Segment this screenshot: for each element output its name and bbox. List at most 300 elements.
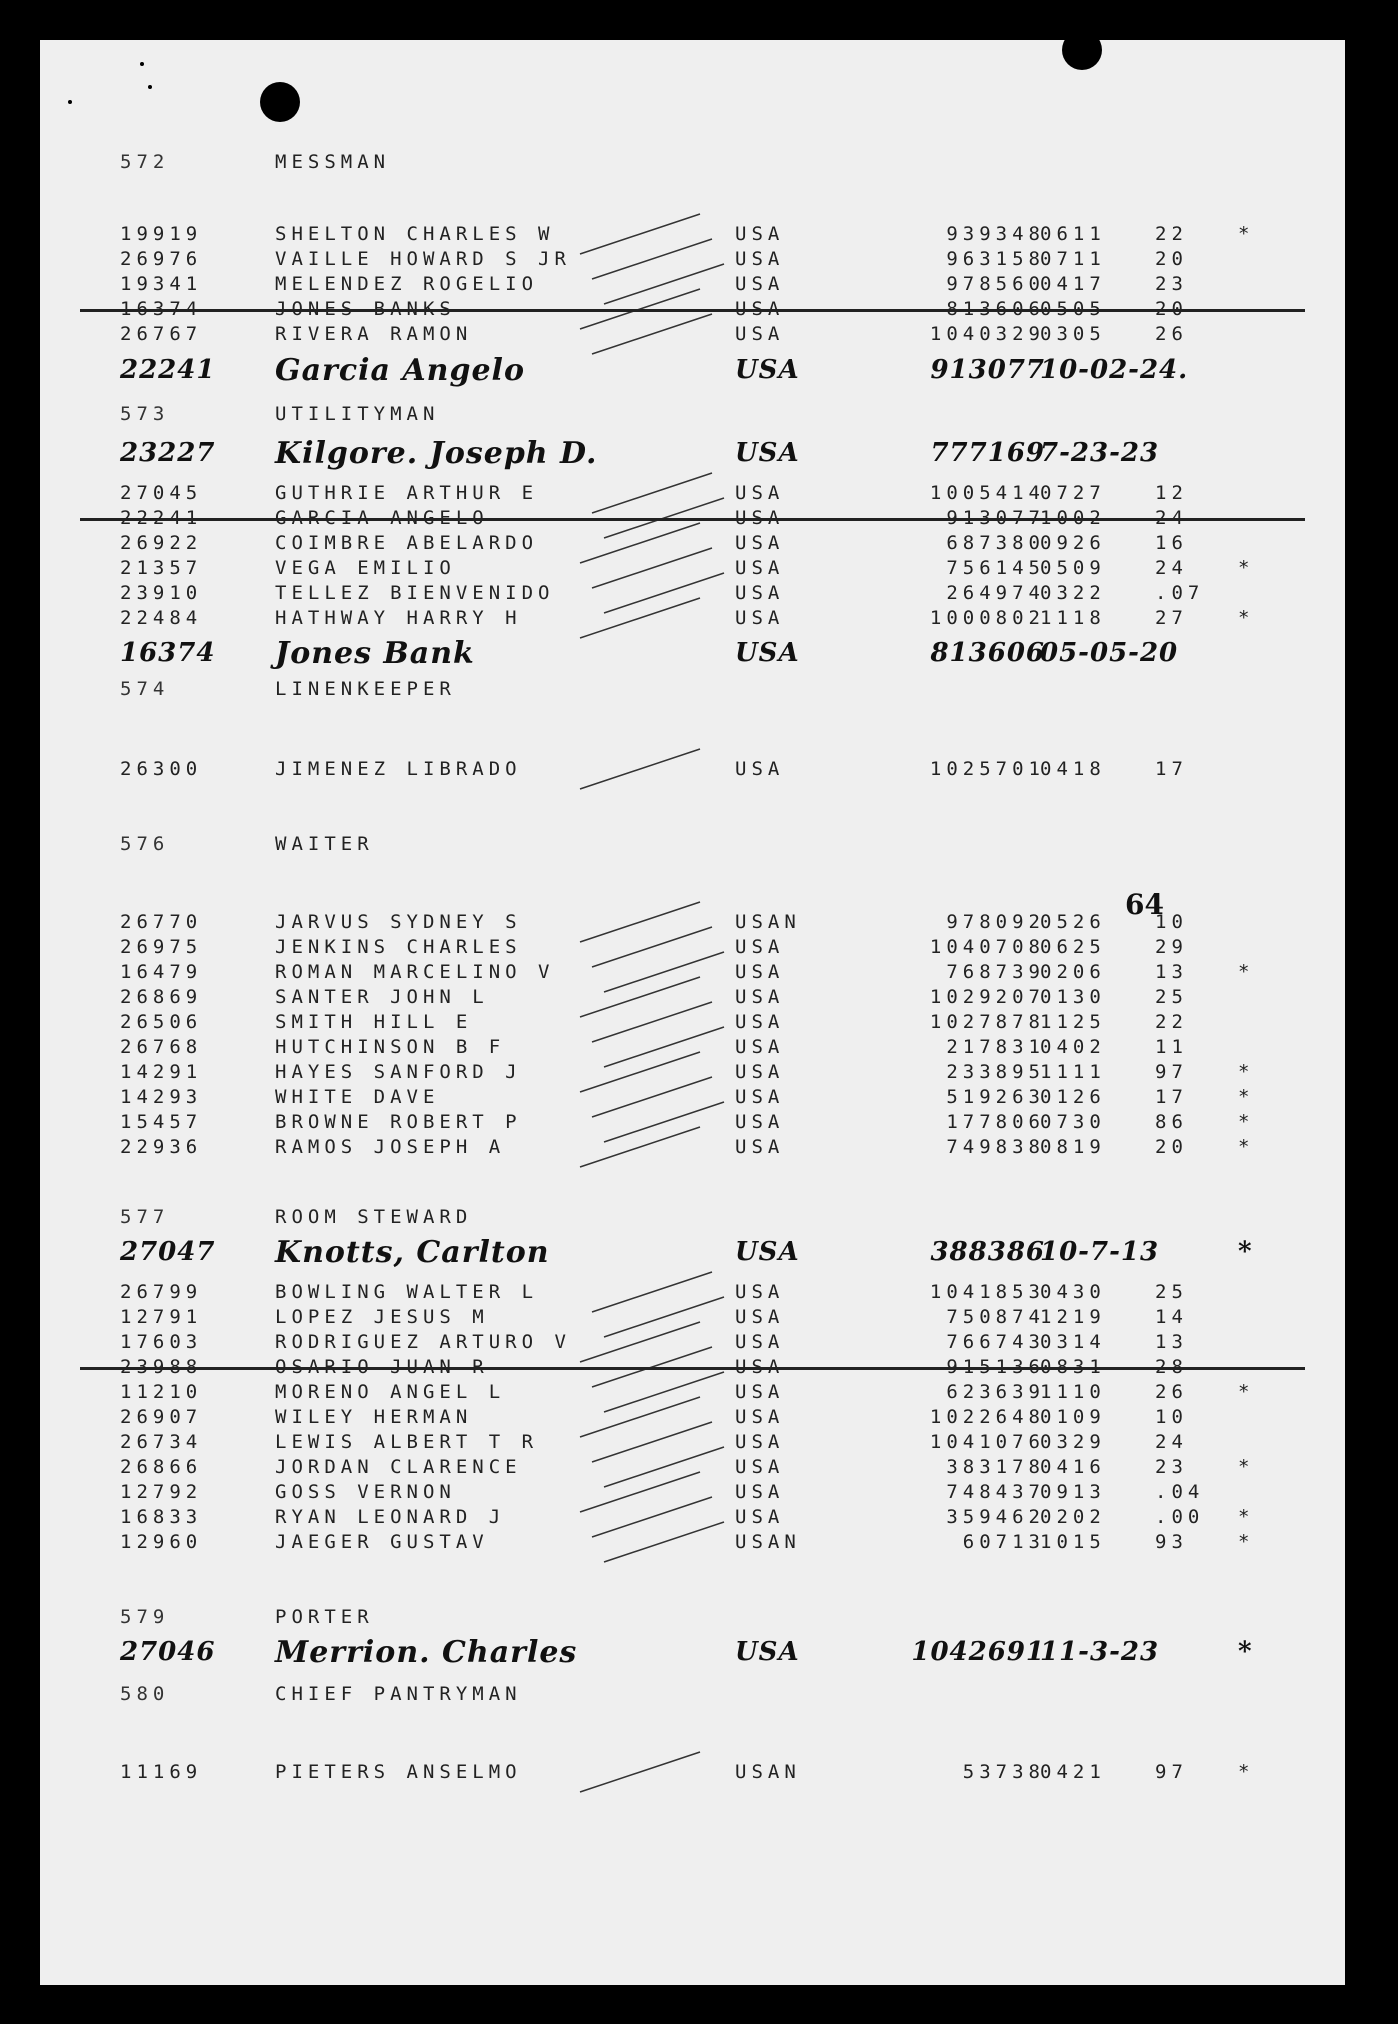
section-header [40,677,1345,702]
section-header [40,1682,1345,1707]
entry-date: 0202 [1040,1506,1106,1528]
section-code: 574 [120,678,170,700]
entry-date: 1002 [1040,507,1106,529]
book-number: 1041076 [929,1431,1045,1453]
citizenship: USA [735,248,785,270]
citizenship: USA [735,532,785,554]
crew-entry [40,1505,1345,1530]
entry-number: 15457 [120,1111,203,1133]
crew-name: RODRIGUEZ ARTURO V [275,1331,571,1353]
crew-entry [40,581,1345,606]
entry-date: 0305 [1040,323,1106,345]
asterisk-mark: * [1238,1086,1255,1108]
entry-date: 0416 [1040,1456,1106,1478]
entry-number: 16374 [120,298,203,320]
book-number: 913077 [930,355,1045,385]
book-number: 1040329 [929,323,1045,345]
entry-date: 0322 [1040,582,1106,604]
entry-number: 11169 [120,1761,203,1783]
crew-name: GOSS VERNON [275,1481,456,1503]
crew-entry [40,531,1345,556]
book-number: 756145 [946,557,1045,579]
crew-name: JORDAN CLARENCE [275,1456,522,1478]
book-number: 978092 [946,911,1045,933]
citizenship: USA [735,1481,785,1503]
crew-entry [40,606,1345,631]
entry-code: 20 [1155,1136,1188,1158]
entry-number: 26869 [120,986,203,1008]
crew-entry [40,1405,1345,1430]
citizenship: USA [735,355,800,385]
struck-entry [40,297,1345,322]
entry-date: 1110 [1040,1381,1106,1403]
book-number: 813606 [946,298,1045,320]
entry-number: 14291 [120,1061,203,1083]
citizenship: USA [735,1086,785,1108]
citizenship: USA [735,961,785,983]
entry-code: 97 [1155,1061,1188,1083]
crew-entry [40,910,1345,935]
entry-date: 10-02-24. [1040,355,1189,385]
crew-entry [40,935,1345,960]
crew-entry [40,1430,1345,1455]
crew-name: RYAN LEONARD J [275,1506,506,1528]
entry-code: 13 [1155,1331,1188,1353]
crew-name: Kilgore. Joseph D. [275,436,598,471]
crew-name: Jones Bank [275,636,475,671]
citizenship: USA [735,1281,785,1303]
crew-entry [40,1060,1345,1085]
crew-entry [40,481,1345,506]
entry-code: 10 [1155,911,1188,933]
crew-entry [40,1085,1345,1110]
entry-date: 0819 [1040,1136,1106,1158]
book-number: 687380 [946,532,1045,554]
entry-code: 16 [1155,532,1188,554]
crew-name: RAMOS JOSEPH A [275,1136,506,1158]
entry-code: 20 [1155,298,1188,320]
citizenship: USA [735,1136,785,1158]
book-number: 1022648 [929,1406,1045,1428]
entry-code: 93 [1155,1531,1188,1553]
citizenship: USA [735,223,785,245]
entry-date: 0625 [1040,936,1106,958]
crew-name: Knotts, Carlton [275,1235,550,1270]
book-number: 963158 [946,248,1045,270]
entry-number: 12792 [120,1481,203,1503]
crew-entry [40,1280,1345,1305]
entry-date: 0509 [1040,557,1106,579]
entry-code: 25 [1155,986,1188,1008]
section-code: 576 [120,833,170,855]
book-number: 177806 [946,1111,1045,1133]
crew-name: LEWIS ALBERT T R [275,1431,539,1453]
entry-date: 1118 [1040,607,1106,629]
citizenship: USA [735,323,785,345]
entry-number: 26734 [120,1431,203,1453]
handwritten-entry [40,353,1345,388]
entry-number: 21357 [120,557,203,579]
asterisk-mark: * [1238,1456,1255,1478]
crew-name: JENKINS CHARLES [275,936,522,958]
book-number: 748437 [946,1481,1045,1503]
book-number: 777169 [930,438,1045,468]
citizenship: USA [735,1306,785,1328]
crew-name: WILEY HERMAN [275,1406,473,1428]
asterisk-mark: * [1238,557,1255,579]
section-header [40,832,1345,857]
entry-number: 26770 [120,911,203,933]
entry-number: 26799 [120,1281,203,1303]
document-page [40,40,1345,1985]
entry-number: 23227 [120,438,216,468]
entry-date: 0430 [1040,1281,1106,1303]
book-number: 915136 [946,1356,1045,1378]
crew-entry [40,322,1345,347]
entry-date: 0611 [1040,223,1106,245]
entry-number: 12791 [120,1306,203,1328]
entry-code: 17 [1155,1086,1188,1108]
entry-date: 0109 [1040,1406,1106,1428]
citizenship: USA [735,1111,785,1133]
entry-number: 16374 [120,638,216,668]
book-number: 217831 [946,1036,1045,1058]
entry-number: 26976 [120,248,203,270]
crew-name: BROWNE ROBERT P [275,1111,522,1133]
entry-code: .04 [1155,1481,1205,1503]
entry-date: 0711 [1040,248,1106,270]
entry-code: .00 [1155,1506,1205,1528]
asterisk-mark: * [1238,223,1255,245]
crew-entry [40,1530,1345,1555]
entry-number: 11210 [120,1381,203,1403]
book-number: 1042691 [911,1637,1045,1667]
entry-number: 23910 [120,582,203,604]
entry-number: 17603 [120,1331,203,1353]
entry-code: 26 [1155,1381,1188,1403]
crew-entry [40,1380,1345,1405]
entry-number: 26922 [120,532,203,554]
book-number: 519263 [946,1086,1045,1108]
crew-name: JONES BANKS [275,298,456,320]
crew-name: WHITE DAVE [275,1086,440,1108]
crew-name: MORENO ANGEL L [275,1381,506,1403]
crew-name: JIMENEZ LIBRADO [275,758,522,780]
crew-name: COIMBRE ABELARDO [275,532,539,554]
handwritten-entry [40,636,1345,671]
entry-number: 19341 [120,273,203,295]
entry-code: 12 [1155,482,1188,504]
entry-code: 24 [1155,1431,1188,1453]
book-number: 623639 [946,1381,1045,1403]
entry-date: 11-3-23 [1040,1637,1160,1667]
entry-number: 27046 [120,1637,216,1667]
entry-number: 22241 [120,355,216,385]
crew-name: HATHWAY HARRY H [275,607,522,629]
section-header [40,150,1345,175]
entry-number: 26300 [120,758,203,780]
entry-date: 1125 [1040,1011,1106,1033]
entry-date: 0329 [1040,1431,1106,1453]
citizenship: USA [735,557,785,579]
citizenship: USAN [735,1531,801,1553]
book-number: 766743 [946,1331,1045,1353]
section-code: 577 [120,1206,170,1228]
asterisk-mark: * [1238,1531,1255,1553]
entry-code: 27 [1155,607,1188,629]
entry-date: 0206 [1040,961,1106,983]
citizenship: USA [735,607,785,629]
entry-code: 25 [1155,1281,1188,1303]
entry-date: 0417 [1040,273,1106,295]
section-title: LINENKEEPER [275,678,456,700]
book-number: 750874 [946,1306,1045,1328]
asterisk-mark: * [1238,1637,1253,1667]
section-code: 573 [120,403,170,425]
entry-number: 22241 [120,507,203,529]
citizenship: USA [735,1456,785,1478]
book-number: 1040708 [929,936,1045,958]
entry-code: 28 [1155,1356,1188,1378]
section-title: CHIEF PANTRYMAN [275,1683,522,1705]
entry-date: 0421 [1040,1761,1106,1783]
book-number: 913077 [946,507,1045,529]
asterisk-mark: * [1238,961,1255,983]
crew-entry [40,1760,1345,1785]
section-title: WAITER [275,833,374,855]
book-number: 1000802 [929,607,1045,629]
entry-code: 23 [1155,1456,1188,1478]
section-title: UTILITYMAN [275,403,440,425]
asterisk-mark: * [1238,1061,1255,1083]
entry-date: 7-23-23 [1040,438,1160,468]
handwritten-entry [40,1235,1345,1270]
book-number: 60713 [962,1531,1045,1553]
crew-entry [40,960,1345,985]
entry-number: 26506 [120,1011,203,1033]
crew-name: JARVUS SYDNEY S [275,911,522,933]
section-code: 572 [120,151,170,173]
crew-entry [40,222,1345,247]
crew-name: GUTHRIE ARTHUR E [275,482,539,504]
struck-entry [40,506,1345,531]
citizenship: USA [735,1506,785,1528]
entry-date: 0314 [1040,1331,1106,1353]
citizenship: USA [735,758,785,780]
section-title: PORTER [275,1606,374,1628]
entry-code: 14 [1155,1306,1188,1328]
citizenship: USA [735,1011,785,1033]
citizenship: USA [735,482,785,504]
entry-code: 17 [1155,758,1188,780]
entry-date: 1015 [1040,1531,1106,1553]
entry-number: 27045 [120,482,203,504]
entry-number: 26767 [120,323,203,345]
book-number: 1027878 [929,1011,1045,1033]
entry-code: 23 [1155,273,1188,295]
crew-name: HUTCHINSON B F [275,1036,506,1058]
asterisk-mark: * [1238,1237,1253,1267]
book-number: 264974 [946,582,1045,604]
crew-name: SANTER JOHN L [275,986,489,1008]
book-number: 749838 [946,1136,1045,1158]
crew-name: ROMAN MARCELINO V [275,961,555,983]
handwritten-entry [40,436,1345,471]
entry-date: 0418 [1040,758,1106,780]
asterisk-mark: * [1238,1136,1255,1158]
citizenship: USA [735,273,785,295]
citizenship: USA [735,1406,785,1428]
entry-date: 0505 [1040,298,1106,320]
crew-entry [40,1110,1345,1135]
crew-entry [40,1035,1345,1060]
entry-number: 26907 [120,1406,203,1428]
crew-name: PIETERS ANSELMO [275,1761,522,1783]
entry-code: 97 [1155,1761,1188,1783]
book-number: 978560 [946,273,1045,295]
crew-entry [40,757,1345,782]
crew-name: TELLEZ BIENVENIDO [275,582,555,604]
citizenship: USA [735,507,785,529]
entry-date: 05-05-20 [1040,638,1179,668]
entry-date: 0831 [1040,1356,1106,1378]
citizenship: USA [735,1036,785,1058]
citizenship: USA [735,986,785,1008]
crew-name: Garcia Angelo [275,353,525,388]
citizenship: USA [735,1356,785,1378]
asterisk-mark: * [1238,1381,1255,1403]
citizenship: USA [735,638,800,668]
section-title: ROOM STEWARD [275,1206,473,1228]
citizenship: USAN [735,1761,801,1783]
crew-name: OSARIO JUAN R [275,1356,489,1378]
crew-name: RIVERA RAMON [275,323,473,345]
book-number: 1029207 [929,986,1045,1008]
book-number: 1025701 [929,758,1045,780]
crew-name: VAILLE HOWARD S JR [275,248,571,270]
book-number: 388386 [930,1237,1045,1267]
entry-code: 24 [1155,507,1188,529]
book-number: 813606 [930,638,1045,668]
crew-name: VEGA EMILIO [275,557,456,579]
book-number: 939348 [946,223,1045,245]
citizenship: USAN [735,911,801,933]
crew-entry [40,1135,1345,1160]
crew-entry [40,985,1345,1010]
entry-date: 0126 [1040,1086,1106,1108]
crew-entry [40,1330,1345,1355]
book-number: 383178 [946,1456,1045,1478]
crew-entry [40,1010,1345,1035]
entry-code: 10 [1155,1406,1188,1428]
crew-name: BOWLING WALTER L [275,1281,539,1303]
section-title: MESSMAN [275,151,391,173]
entry-date: 0402 [1040,1036,1106,1058]
crew-entry [40,1305,1345,1330]
page-number: 64 [1125,888,1164,921]
entry-number: 26975 [120,936,203,958]
section-code: 580 [120,1683,170,1705]
entry-number: 23988 [120,1356,203,1378]
entry-code: 20 [1155,248,1188,270]
book-number: 1041853 [929,1281,1045,1303]
entry-date: 0913 [1040,1481,1106,1503]
entry-number: 14293 [120,1086,203,1108]
asterisk-mark: * [1238,1506,1255,1528]
entry-number: 22936 [120,1136,203,1158]
entry-date: 1111 [1040,1061,1106,1083]
section-header [40,1205,1345,1230]
entry-number: 26768 [120,1036,203,1058]
entry-number: 22484 [120,607,203,629]
crew-name: SMITH HILL E [275,1011,473,1033]
crew-name: MELENDEZ ROGELIO [275,273,539,295]
citizenship: USA [735,936,785,958]
entry-date: 1219 [1040,1306,1106,1328]
handwritten-entry [40,1635,1345,1670]
book-number: 359462 [946,1506,1045,1528]
crew-name: HAYES SANFORD J [275,1061,522,1083]
entry-number: 12960 [120,1531,203,1553]
citizenship: USA [735,438,800,468]
entry-date: 10-7-13 [1040,1237,1160,1267]
entry-number: 16833 [120,1506,203,1528]
book-number: 233895 [946,1061,1045,1083]
entry-code: 22 [1155,1011,1188,1033]
entry-date: 0130 [1040,986,1106,1008]
entry-date: 0526 [1040,911,1106,933]
citizenship: USA [735,1637,800,1667]
entry-number: 19919 [120,223,203,245]
book-number: 768739 [946,961,1045,983]
crew-name: JAEGER GUSTAV [275,1531,489,1553]
crew-name: LOPEZ JESUS M [275,1306,489,1328]
entry-number: 16479 [120,961,203,983]
struck-entry [40,1355,1345,1380]
asterisk-mark: * [1238,1111,1255,1133]
entry-number: 26866 [120,1456,203,1478]
entry-code: 86 [1155,1111,1188,1133]
entry-code: 29 [1155,936,1188,958]
section-header [40,1605,1345,1630]
entry-date: 0730 [1040,1111,1106,1133]
crew-name: GARCIA ANGELO [275,507,489,529]
entry-code: 22 [1155,223,1188,245]
crew-entry [40,1480,1345,1505]
citizenship: USA [735,298,785,320]
citizenship: USA [735,582,785,604]
section-header [40,402,1345,427]
book-number: 53738 [962,1761,1045,1783]
section-code: 579 [120,1606,170,1628]
citizenship: USA [735,1331,785,1353]
book-number: 1005414 [929,482,1045,504]
citizenship: USA [735,1431,785,1453]
crew-entry [40,556,1345,581]
crew-name: SHELTON CHARLES W [275,223,555,245]
entry-code: 24 [1155,557,1188,579]
citizenship: USA [735,1381,785,1403]
entry-number: 27047 [120,1237,216,1267]
crew-name: Merrion. Charles [275,1635,578,1670]
citizenship: USA [735,1061,785,1083]
entry-date: 0727 [1040,482,1106,504]
crew-entry [40,272,1345,297]
citizenship: USA [735,1237,800,1267]
entry-code: .07 [1155,582,1205,604]
entry-code: 11 [1155,1036,1188,1058]
asterisk-mark: * [1238,1761,1255,1783]
